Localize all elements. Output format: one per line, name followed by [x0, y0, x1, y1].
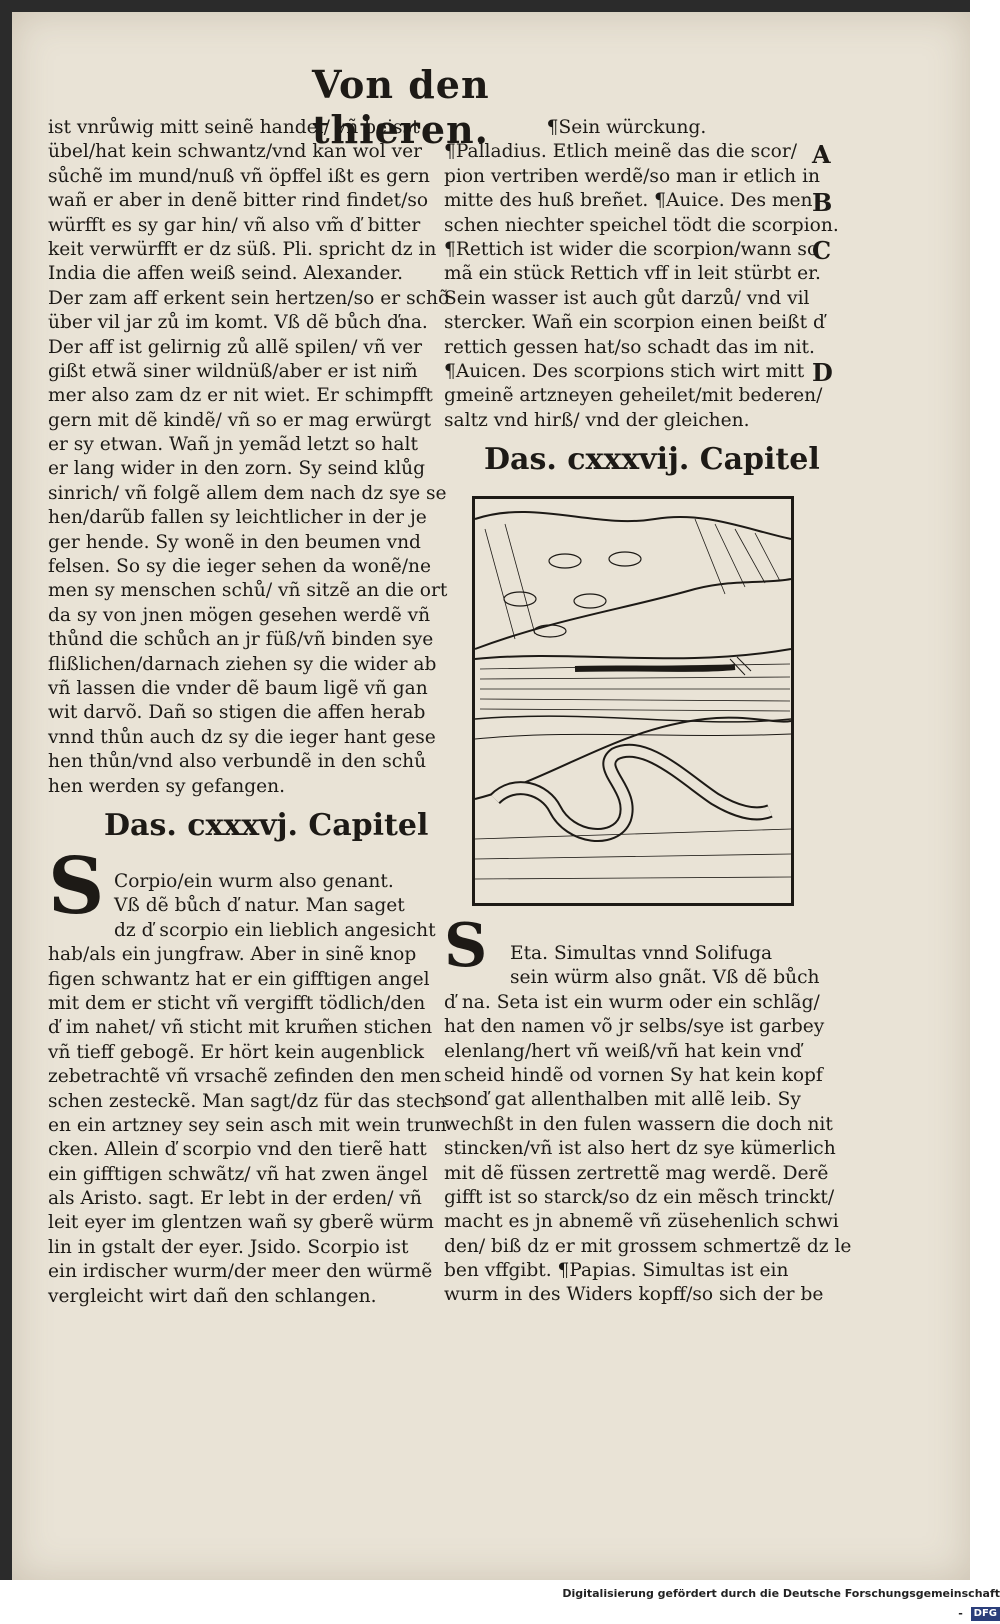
text-line: mer also zam dz er nit wiet. Er schimpfft — [48, 385, 433, 407]
chapter-heading-136: Das. cxxxvj. Capitel — [104, 808, 429, 843]
text-line: hen thůn/vnd also verbundẽ in den schů — [48, 751, 427, 773]
text-line: ein irdischer wurm/der meer den würmẽ — [48, 1261, 433, 1283]
chapter-heading-137: Das. cxxxvij. Capitel — [484, 442, 820, 477]
text-line: Vß dẽ bůch ď natur. Man saget — [114, 895, 405, 917]
section-subheading: ¶Sein würckung. — [546, 117, 707, 138]
digitization-credit — [560, 1584, 1000, 1620]
text-line: scheid hindẽ od vornen Sy hat kein kopf — [444, 1064, 823, 1086]
text-line: den/ biß dz er mit grossem schmertzẽ dz le — [444, 1235, 852, 1257]
text-line: ď im nahet/ vñ sticht mit krum̃en stichen — [48, 1017, 433, 1039]
text-line: sinrich/ vñ folgẽ allem dem nach dz sye se — [48, 482, 447, 504]
text-line: über vil jar zů im komt. Vß dẽ bůch ďna. — [48, 312, 428, 334]
text-line: ein gifftigen schwãtz/ vñ hat zwen ängel — [48, 1163, 428, 1185]
text-line: saltz vnd hirß/ vnd der gleichen. — [444, 409, 750, 431]
credit-text: Digitalisierung gefördert durch die Deutsche Forschungsgemeinschaft - — [562, 1587, 1000, 1620]
text-line: übel/hat kein schwantz/vnd kan wol ver — [48, 141, 422, 163]
text-line: vergleicht wirt dañ den schlangen. — [48, 1285, 377, 1307]
text-line: zebetrachtẽ vñ vrsachẽ zefinden den men — [48, 1066, 442, 1088]
text-line: schen zesteckẽ. Man sagt/dz für das stech — [48, 1090, 447, 1112]
text-line: vñ lassen die vnder dẽ baum ligẽ vñ gan — [48, 677, 428, 699]
text-line: würfft es sy gar hin/ vñ also vm̃ ď bitter — [48, 214, 421, 236]
marginal-letter: A — [812, 140, 831, 169]
text-line: keit verwürfft er dz süß. Pli. spricht dz in — [48, 238, 437, 260]
running-title: Von den thieren. — [312, 62, 490, 152]
text-line: gern mit dẽ kindẽ/ vñ so er mag erwürgt — [48, 409, 432, 431]
chapter-136-text — [48, 870, 447, 1309]
text-line: gißt etwã siner wildnüß/aber er ist nim̃ — [48, 360, 418, 382]
text-line: ben vffgibt. ¶Papias. Simultas ist ein — [444, 1260, 789, 1282]
text-line: figen schwantz hat er ein gifftigen angel — [48, 968, 430, 990]
text-line: leit eyer im glentzen wañ sy gberẽ würm — [48, 1212, 434, 1234]
text-line: als Aristo. sagt. Er lebt in der erden/ vñ — [48, 1188, 422, 1210]
text-line: rettich gessen hat/so schadt das im nit. — [444, 336, 815, 358]
text-line: wañ er aber in denẽ bitter rind findet/so — [48, 190, 429, 212]
text-line: wurm in des Widers kopff/so sich der be — [444, 1284, 824, 1306]
left-column — [48, 116, 450, 799]
text-line: hab/als ein jungfraw. Aber in sinẽ knop — [48, 944, 417, 966]
text-line: sůchẽ im mund/nuß vñ öpffel ißt es gern — [48, 165, 430, 187]
text-line: cken. Allein ď scorpio vnd den tierẽ hatt — [48, 1139, 427, 1161]
decorated-initial: S — [444, 911, 488, 981]
chapter-137-text — [444, 942, 852, 1308]
text-line: schen niechter speichel tödt die scorpion. — [444, 214, 839, 236]
text-line: sein würm also gnãt. Vß dẽ bůch — [510, 967, 820, 989]
text-line: Der zam aff erkent sein hertzen/so er schõ — [48, 287, 450, 309]
right-column-top — [444, 116, 839, 433]
text-line: er sy etwan. Wañ jn yemãd letzt so halt — [48, 434, 418, 456]
text-line: ¶Rettich ist wider die scorpion/wann so — [444, 238, 819, 260]
text-line: mit dem er sticht vñ vergifft tödlich/den — [48, 992, 426, 1014]
marginal-letter: D — [812, 358, 833, 387]
text-line: men sy menschen schů/ vñ sitzẽ an die ort — [48, 580, 448, 602]
text-line: hen/darũb fallen sy leichtlicher in der je — [48, 507, 427, 529]
text-line: ¶Palladius. Etlich meinẽ das die scor/ — [444, 141, 797, 163]
text-line: vnnd thůn auch dz sy die ieger hant gese — [48, 726, 436, 748]
text-line: sonď gat allenthalben mit allẽ leib. Sy — [444, 1089, 801, 1111]
text-line: macht es jn abnemẽ vñ züsehenlich schwi — [444, 1211, 839, 1233]
text-line: pion vertriben werdẽ/so man ir etlich in — [444, 165, 820, 187]
text-line: hat den namen võ jr selbs/sye ist garbey — [444, 1016, 825, 1038]
text-line: da sy von jnen mögen gesehen werdẽ vñ — [48, 604, 431, 626]
text-line: mã ein stück Rettich vff in leit stürbt er. — [444, 263, 821, 285]
text-line: wit darvõ. Dañ so stigen die affen herab — [48, 702, 426, 724]
book-page — [12, 12, 970, 1580]
text-line: hen werden sy gefangen. — [48, 775, 286, 797]
text-line: gifft ist so starck/so dz ein mẽsch trinckt/ — [444, 1186, 835, 1208]
woodcut-illustration — [472, 496, 794, 906]
text-line: lin in gstalt der eyer. Jsido. Scorpio ist — [48, 1236, 409, 1258]
marginal-letter: B — [812, 188, 833, 217]
marginal-letter: C — [812, 236, 832, 265]
text-line: elenlang/hert vñ weiß/vñ hat kein vnď — [444, 1040, 802, 1062]
text-line: Eta. Simultas vnnd Solifuga — [510, 943, 773, 964]
text-line: mit dẽ füssen zertrettẽ mag werdẽ. Derẽ — [444, 1162, 829, 1184]
text-line: gmeinẽ artzneyen geheilet/mit bederen/ — [444, 385, 823, 407]
decorated-initial: S — [48, 841, 105, 932]
text-line: flißlichen/darnach ziehen sy die wider ab — [48, 653, 437, 675]
dfg-logo: DFG — [971, 1607, 1000, 1621]
text-line: India die affen weiß seind. Alexander. — [48, 263, 404, 285]
text-line: Corpio/ein wurm also genant. — [114, 871, 394, 892]
text-line: wechßt in den fulen wassern die doch nit — [444, 1113, 833, 1135]
text-line: ď na. Seta ist ein wurm oder ein schlãg/ — [444, 991, 820, 1013]
text-line: ¶Auicen. Des scorpions stich wirt mitt — [444, 360, 805, 382]
text-line: stercker. Wañ ein scorpion einen beißt ď — [444, 312, 825, 334]
text-line: stincken/vñ ist also hert dz sye kümerlich — [444, 1138, 836, 1160]
text-line: Sein wasser ist auch gůt darzů/ vnd vil — [444, 287, 810, 309]
text-line: Der aff ist gelirnig zů allẽ spilen/ vñ ver — [48, 336, 423, 358]
text-line: en ein artzney sey sein asch mit wein trun — [48, 1114, 447, 1136]
text-line: ist vnrůwig mitt seinẽ handel/ vñ beisst — [48, 117, 420, 138]
text-line: mitte des huß breñet. ¶Auice. Des men — [444, 190, 813, 212]
text-line: dz ď scorpio ein lieblich angesicht — [114, 919, 436, 941]
text-line: ger hende. Sy wonẽ in den beumen vnd — [48, 531, 421, 553]
woodcut-drawing — [475, 499, 791, 903]
text-line: vñ tieff gebogẽ. Er hört kein augenblick — [48, 1041, 424, 1063]
text-line: er lang wider in den zorn. Sy seind klůg — [48, 458, 426, 480]
text-line: thůnd die schůch an jr füß/vñ binden sye — [48, 629, 434, 651]
text-line: felsen. So sy die ieger sehen da wonẽ/ne — [48, 556, 432, 578]
